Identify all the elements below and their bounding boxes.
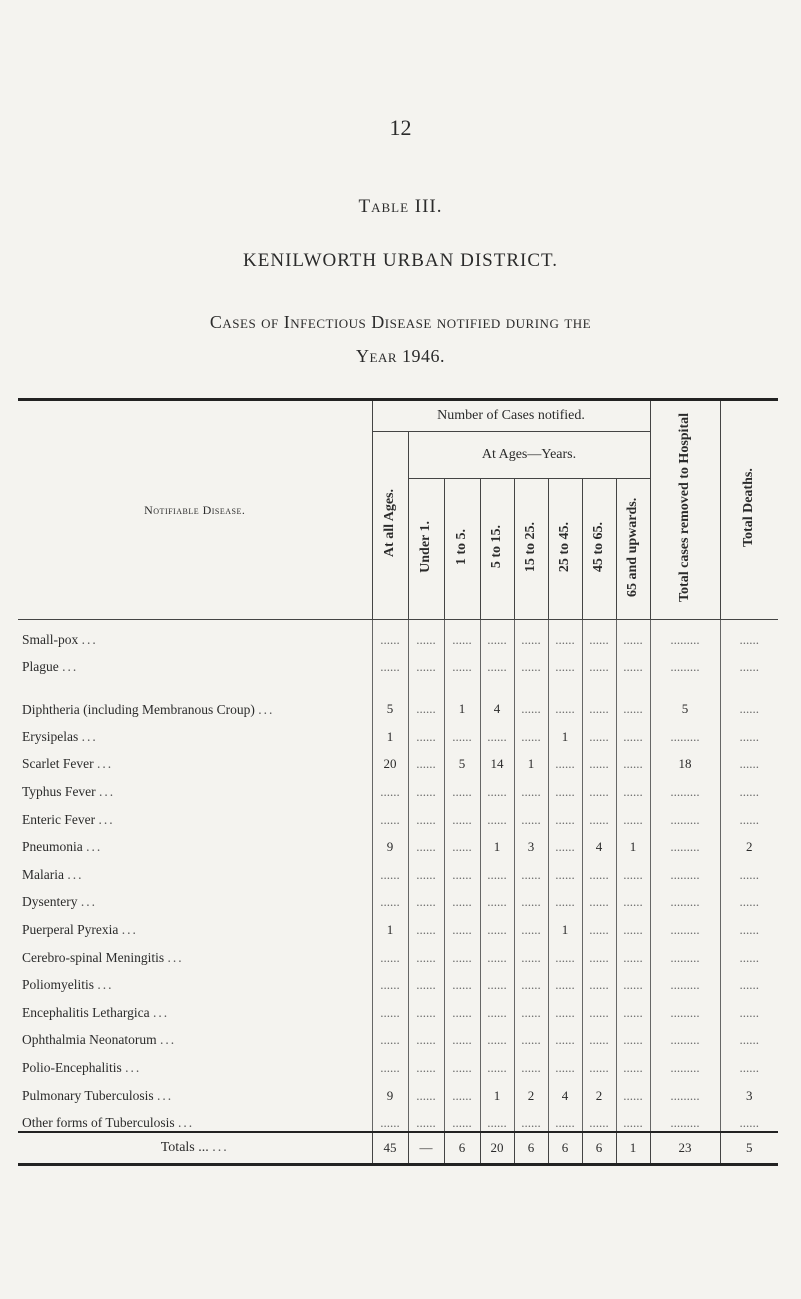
totals-row	[18, 1132, 778, 1165]
case-count-cell: ......	[582, 648, 616, 676]
case-count-cell: ......	[480, 993, 514, 1021]
case-count-cell: ......	[514, 1104, 548, 1133]
disease-name: Diphtheria (including Membranous Croup) ...	[22, 702, 275, 718]
case-count-cell: ......	[514, 717, 548, 745]
case-count-cell: 3	[514, 828, 548, 856]
case-count-cell: 2	[582, 1076, 616, 1104]
case-count-cell: 5	[650, 675, 720, 717]
table-row	[18, 938, 778, 966]
case-count-cell: ......	[444, 855, 480, 883]
case-count-cell: 1	[548, 717, 582, 745]
case-count-cell: ......	[720, 1021, 778, 1049]
table-row	[18, 828, 778, 856]
case-count-cell: 4	[480, 675, 514, 717]
case-count-cell: 20	[372, 745, 408, 773]
case-count-cell: ......	[582, 800, 616, 828]
column-header-removed-to-hospital: Total cases removed to Hospital	[650, 400, 720, 620]
column-header-age-group: 65 and upwards.	[616, 479, 650, 620]
table-subtitle	[0, 305, 801, 373]
disease-name: Polio-Encephalitis ...	[22, 1059, 142, 1075]
disease-name: Dysentery ...	[22, 894, 97, 910]
case-count-cell: ......	[720, 910, 778, 938]
case-count-cell: ......	[480, 910, 514, 938]
disease-name: Plague ...	[22, 659, 79, 675]
case-count-cell: ......	[408, 1048, 444, 1076]
totals-label: Totals ... ...	[18, 1132, 372, 1165]
case-count-cell: ......	[408, 855, 444, 883]
case-count-cell: 2	[514, 1076, 548, 1104]
case-count-cell: ......	[514, 883, 548, 911]
case-count-cell: ......	[548, 1021, 582, 1049]
case-count-cell: .........	[650, 1048, 720, 1076]
case-count-cell: .........	[650, 828, 720, 856]
case-count-cell: ......	[616, 993, 650, 1021]
case-count-cell: ......	[480, 620, 514, 648]
case-count-cell: ......	[548, 938, 582, 966]
case-count-cell: ......	[514, 648, 548, 676]
case-count-cell: 1	[514, 745, 548, 773]
case-count-cell: .........	[650, 717, 720, 745]
case-count-cell: ......	[548, 855, 582, 883]
case-count-cell: ......	[616, 883, 650, 911]
case-count-cell: ......	[514, 938, 548, 966]
case-count-cell: ......	[720, 966, 778, 994]
total-cell: —	[408, 1132, 444, 1165]
case-count-cell: ......	[372, 993, 408, 1021]
case-count-cell: ......	[582, 675, 616, 717]
case-count-cell: ......	[582, 1021, 616, 1049]
case-count-cell: ......	[408, 800, 444, 828]
case-count-cell: ......	[720, 772, 778, 800]
total-cell: 23	[650, 1132, 720, 1165]
table-row	[18, 1076, 778, 1104]
case-count-cell: ......	[616, 855, 650, 883]
table-body	[18, 620, 778, 1133]
case-count-cell: .........	[650, 883, 720, 911]
case-count-cell: ......	[548, 620, 582, 648]
case-count-cell: ......	[372, 620, 408, 648]
case-count-cell: 4	[582, 828, 616, 856]
case-count-cell: .........	[650, 1076, 720, 1104]
case-count-cell: ......	[720, 938, 778, 966]
case-count-cell: ......	[372, 772, 408, 800]
column-header-number-notified: Number of Cases notified.	[372, 400, 650, 432]
column-header-all-ages: At all Ages.	[372, 432, 408, 620]
case-count-cell: ......	[582, 883, 616, 911]
disease-name: Erysipelas ...	[22, 728, 98, 744]
case-count-cell: ......	[548, 745, 582, 773]
case-count-cell: ......	[720, 855, 778, 883]
case-count-cell: ......	[514, 675, 548, 717]
case-count-cell: 1	[548, 910, 582, 938]
case-count-cell: 9	[372, 1076, 408, 1104]
case-count-cell: ......	[616, 745, 650, 773]
case-count-cell: ......	[372, 938, 408, 966]
page-number: 12	[389, 115, 412, 140]
case-count-cell: ......	[720, 883, 778, 911]
case-count-cell: 1	[480, 828, 514, 856]
case-count-cell: ......	[720, 745, 778, 773]
disease-name: Scarlet Fever ...	[22, 756, 114, 772]
table-row	[18, 717, 778, 745]
case-count-cell: 5	[444, 745, 480, 773]
case-count-cell: ......	[480, 883, 514, 911]
case-count-cell: ......	[444, 1104, 480, 1133]
case-count-cell: ......	[480, 717, 514, 745]
case-count-cell: ......	[514, 800, 548, 828]
total-cell: 6	[548, 1132, 582, 1165]
case-count-cell: ......	[514, 966, 548, 994]
column-header-age-group: 25 to 45.	[548, 479, 582, 620]
case-count-cell: ......	[480, 1104, 514, 1133]
case-count-cell: 2	[720, 828, 778, 856]
case-count-cell: ......	[480, 938, 514, 966]
case-count-cell: .........	[650, 800, 720, 828]
case-count-cell: ......	[514, 993, 548, 1021]
case-count-cell: 9	[372, 828, 408, 856]
case-count-cell: ......	[616, 772, 650, 800]
case-count-cell: 1	[372, 717, 408, 745]
case-count-cell: ......	[616, 1021, 650, 1049]
case-count-cell: ......	[408, 675, 444, 717]
table-row	[18, 1104, 778, 1133]
case-count-cell: ......	[408, 745, 444, 773]
case-count-cell: ......	[720, 1048, 778, 1076]
disease-name: Malaria ...	[22, 866, 84, 882]
disease-name: Small-pox ...	[22, 631, 98, 647]
case-count-cell: ......	[616, 620, 650, 648]
total-cell: 5	[720, 1132, 778, 1165]
case-count-cell: ......	[548, 966, 582, 994]
case-count-cell: ......	[444, 938, 480, 966]
table-row	[18, 745, 778, 773]
case-count-cell: ......	[444, 717, 480, 745]
case-count-cell: ......	[582, 745, 616, 773]
case-count-cell: 1	[444, 675, 480, 717]
case-count-cell: ......	[582, 966, 616, 994]
case-count-cell: .........	[650, 910, 720, 938]
disease-name: Enteric Fever ...	[22, 811, 115, 827]
case-count-cell: ......	[408, 828, 444, 856]
case-count-cell: ......	[408, 883, 444, 911]
table-row	[18, 800, 778, 828]
case-count-cell: ......	[480, 855, 514, 883]
case-count-cell: ......	[720, 800, 778, 828]
case-count-cell: ......	[616, 938, 650, 966]
total-cell: 20	[480, 1132, 514, 1165]
case-count-cell: ......	[372, 883, 408, 911]
disease-name: Cerebro-spinal Meningitis ...	[22, 949, 184, 965]
case-count-cell: ......	[720, 648, 778, 676]
case-count-cell: ......	[616, 648, 650, 676]
disease-name: Pulmonary Tuberculosis ...	[22, 1087, 174, 1103]
case-count-cell: 3	[720, 1076, 778, 1104]
disease-name: Ophthalmia Neonatorum ...	[22, 1032, 177, 1048]
case-count-cell: ......	[582, 772, 616, 800]
case-count-cell: ......	[548, 993, 582, 1021]
case-count-cell: ......	[514, 910, 548, 938]
column-header-disease: Notifiable Disease.	[18, 400, 372, 620]
table-title: Table III.	[358, 196, 443, 217]
case-count-cell: ......	[372, 800, 408, 828]
case-count-cell: ......	[616, 1104, 650, 1133]
case-count-cell: ......	[582, 993, 616, 1021]
case-count-cell: ......	[616, 800, 650, 828]
case-count-cell: ......	[720, 620, 778, 648]
case-count-cell: ......	[548, 675, 582, 717]
case-count-cell: ......	[548, 883, 582, 911]
case-count-cell: ......	[444, 1048, 480, 1076]
table-row	[18, 772, 778, 800]
case-count-cell: .........	[650, 993, 720, 1021]
case-count-cell: ......	[444, 910, 480, 938]
case-count-cell: .........	[650, 855, 720, 883]
case-count-cell: ......	[480, 648, 514, 676]
case-count-cell: ......	[444, 648, 480, 676]
table-row	[18, 648, 778, 676]
table-row	[18, 855, 778, 883]
column-header-total-deaths: Total Deaths.	[720, 400, 778, 620]
case-count-cell: ......	[408, 772, 444, 800]
case-count-cell: ......	[720, 993, 778, 1021]
case-count-cell: ......	[720, 675, 778, 717]
case-count-cell: ......	[408, 1076, 444, 1104]
subtitle-line-1: Cases of Infectious Disease notified during the	[209, 312, 592, 332]
total-cell: 6	[444, 1132, 480, 1165]
disease-name: Pneumonia ...	[22, 839, 103, 855]
case-count-cell: ......	[480, 772, 514, 800]
disease-name: Poliomyelitis ...	[22, 977, 114, 993]
case-count-cell: ......	[548, 828, 582, 856]
case-count-cell: ......	[408, 993, 444, 1021]
case-count-cell: .........	[650, 966, 720, 994]
case-count-cell: ......	[444, 993, 480, 1021]
infectious-disease-table	[18, 398, 778, 1166]
case-count-cell: ......	[444, 772, 480, 800]
case-count-cell: ......	[444, 966, 480, 994]
table-row	[18, 675, 778, 717]
case-count-cell: ......	[514, 772, 548, 800]
district-heading: KENILWORTH URBAN DISTRICT.	[243, 250, 558, 271]
subtitle-line-2: Year 1946.	[356, 346, 445, 366]
case-count-cell: ......	[548, 648, 582, 676]
disease-name: Encephalitis Lethargica ...	[22, 1004, 170, 1020]
table-row	[18, 993, 778, 1021]
disease-name: Other forms of Tuberculosis ...	[22, 1115, 195, 1131]
case-count-cell: ......	[582, 855, 616, 883]
case-count-cell: ......	[372, 1104, 408, 1133]
case-count-cell: .........	[650, 620, 720, 648]
case-count-cell: ......	[444, 883, 480, 911]
case-count-cell: 18	[650, 745, 720, 773]
case-count-cell: .........	[650, 648, 720, 676]
case-count-cell: ......	[582, 910, 616, 938]
column-header-at-ages-years: At Ages—Years.	[408, 432, 650, 479]
disease-name: Typhus Fever ...	[22, 783, 116, 799]
case-count-cell: ......	[582, 1048, 616, 1076]
case-count-cell: ......	[408, 966, 444, 994]
case-count-cell: ......	[408, 1104, 444, 1133]
case-count-cell: ......	[408, 1021, 444, 1049]
case-count-cell: ......	[720, 717, 778, 745]
case-count-cell: ......	[548, 772, 582, 800]
case-count-cell: ......	[444, 1076, 480, 1104]
case-count-cell: ......	[514, 855, 548, 883]
case-count-cell: ......	[408, 717, 444, 745]
column-header-age-group: 1 to 5.	[444, 479, 480, 620]
total-cell: 6	[514, 1132, 548, 1165]
case-count-cell: ......	[480, 800, 514, 828]
case-count-cell: ......	[616, 675, 650, 717]
case-count-cell: ......	[408, 648, 444, 676]
case-count-cell: ......	[616, 1076, 650, 1104]
case-count-cell: .........	[650, 1021, 720, 1049]
case-count-cell: ......	[372, 966, 408, 994]
case-count-cell: ......	[514, 1048, 548, 1076]
case-count-cell: ......	[480, 1048, 514, 1076]
case-count-cell: ......	[582, 938, 616, 966]
case-count-cell: ......	[408, 620, 444, 648]
table-row	[18, 910, 778, 938]
case-count-cell: .........	[650, 938, 720, 966]
column-header-age-group: 15 to 25.	[514, 479, 548, 620]
case-count-cell: 1	[480, 1076, 514, 1104]
case-count-cell: ......	[372, 1021, 408, 1049]
table-row	[18, 883, 778, 911]
case-count-cell: .........	[650, 772, 720, 800]
total-cell: 1	[616, 1132, 650, 1165]
case-count-cell: ......	[480, 1021, 514, 1049]
case-count-cell: ......	[582, 1104, 616, 1133]
table-row	[18, 1021, 778, 1049]
case-count-cell: ......	[548, 800, 582, 828]
table-row	[18, 966, 778, 994]
case-count-cell: ......	[372, 648, 408, 676]
case-count-cell: ......	[548, 1048, 582, 1076]
case-count-cell: ......	[616, 1048, 650, 1076]
case-count-cell: ......	[408, 910, 444, 938]
case-count-cell: ......	[548, 1104, 582, 1133]
table-row	[18, 620, 778, 648]
total-cell: 6	[582, 1132, 616, 1165]
column-header-age-group: 5 to 15.	[480, 479, 514, 620]
table-row	[18, 1048, 778, 1076]
case-count-cell: ......	[444, 1021, 480, 1049]
case-count-cell: ......	[582, 717, 616, 745]
case-count-cell: ......	[582, 620, 616, 648]
disease-name: Puerperal Pyrexia ...	[22, 921, 138, 937]
case-count-cell: ......	[616, 910, 650, 938]
case-count-cell: ......	[408, 938, 444, 966]
column-header-age-group: Under 1.	[408, 479, 444, 620]
total-cell: 45	[372, 1132, 408, 1165]
case-count-cell: 1	[616, 828, 650, 856]
case-count-cell: ......	[372, 855, 408, 883]
case-count-cell: ......	[616, 966, 650, 994]
case-count-cell: .........	[650, 1104, 720, 1133]
case-count-cell: ......	[444, 828, 480, 856]
case-count-cell: 1	[372, 910, 408, 938]
case-count-cell: ......	[372, 1048, 408, 1076]
column-header-age-group: 45 to 65.	[582, 479, 616, 620]
case-count-cell: ......	[616, 717, 650, 745]
case-count-cell: 14	[480, 745, 514, 773]
case-count-cell: 5	[372, 675, 408, 717]
case-count-cell: 4	[548, 1076, 582, 1104]
case-count-cell: ......	[480, 966, 514, 994]
case-count-cell: ......	[720, 1104, 778, 1133]
case-count-cell: ......	[444, 800, 480, 828]
case-count-cell: ......	[444, 620, 480, 648]
case-count-cell: ......	[514, 1021, 548, 1049]
case-count-cell: ......	[514, 620, 548, 648]
